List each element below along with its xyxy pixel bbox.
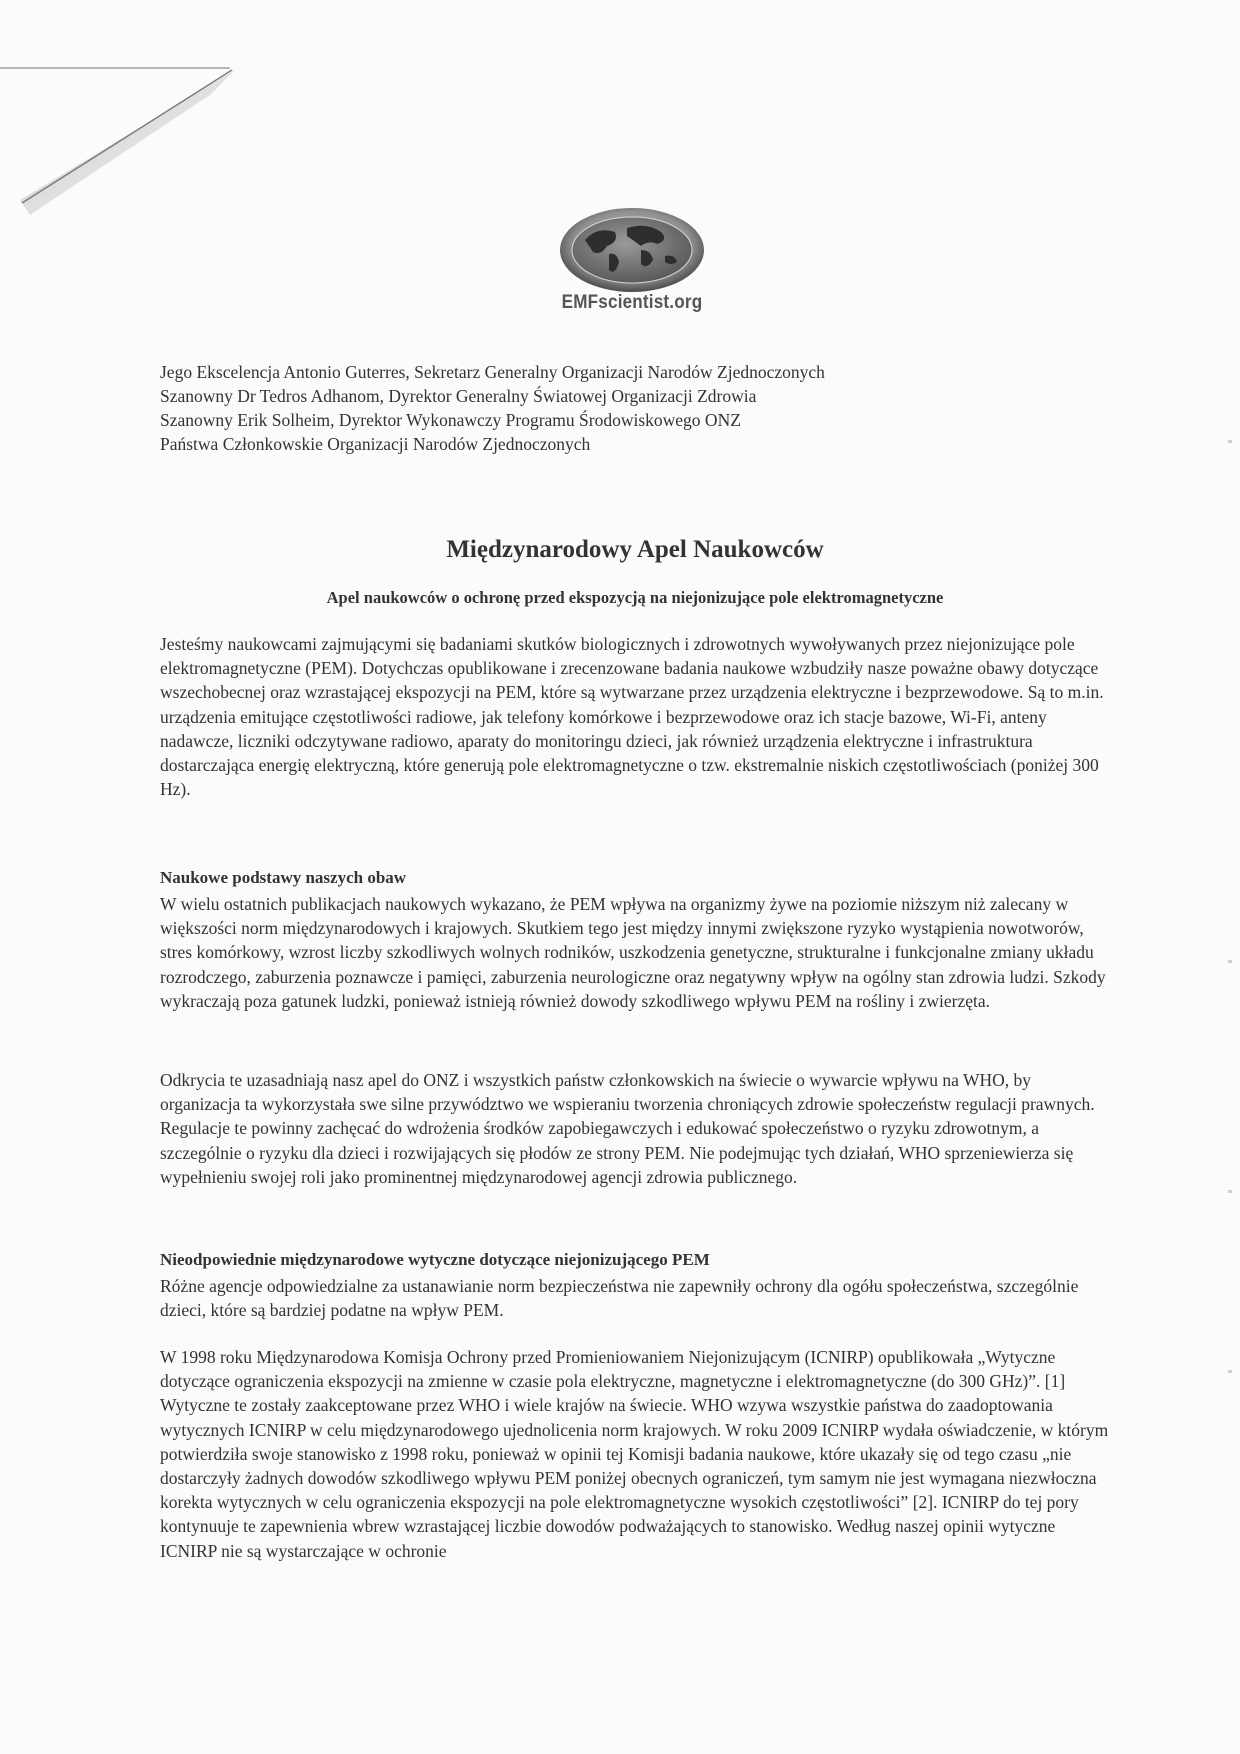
paragraph: W 1998 roku Międzynarodowa Komisja Ochrony przed Promieniowaniem Niejonizującym (ICNIRP) opublikowała „Wytyczne dotyczące ograniczenia ekspozycji na zmienne w czasie pola elektryczne, magnetyczne i elektromagnetyczne (do 300 GHz)”. [1] Wytyczne te zostały zaakceptowane przez WHO i wiele krajów na świecie. WHO wzywa wszystkie państwa do zaadoptowania wytycznych ICNIRP w celu międzynarodowego ujednolicenia norm krajowych. W roku 2009 ICNIRP wydała oświadczenie, w którym potwierdziła swoje stanowisko z 1998 roku, ponieważ w opinii tej Komisji badania naukowe, które ukazały się od tego czasu „nie dostarczyły żadnych dowodów szkodliwego wpływu PEM poniżej obecnych ograniczeń, tym samym nie jest wymagana niezwłoczna korekta wytycznych w celu ograniczenia ekspozycji na pole elektromagnetyczne wysokich częstotliwości” [2]. ICNIRP do tej pory kontynuuje te zapewnienia wbrew wzrastającej liczbie dowodów podważających to stanowisko. Według naszej opinii wytyczne ICNIRP nie są wystarczające w ochronie [160, 1347, 1109, 1561]
folded-corner-shadow [0, 0, 260, 230]
scan-mark [1228, 1190, 1232, 1193]
document-subtitle: Apel naukowców o ochronę przed ekspozycją na niejonizujące pole elektromagnetyczne [326, 588, 944, 607]
scan-mark [1228, 960, 1232, 963]
document-title: Międzynarodowy Apel Naukowców [446, 536, 824, 563]
recipient-line: Szanowny Erik Solheim, Dyrektor Wykonawczy Programu Środowiskowego ONZ [160, 410, 741, 430]
recipient-line: Jego Ekscelencja Antonio Guterres, Sekretarz Generalny Organizacji Narodów Zjednoczonych [160, 362, 825, 382]
globe-emblem-icon [557, 206, 707, 294]
recipient-line: Państwa Członkowskie Organizacji Narodów Zjednoczonych [160, 434, 591, 454]
paragraph: Różne agencje odpowiedzialne za ustanawianie norm bezpieczeństwa nie zapewniły ochrony dla ogółu społeczeństwa, szczególnie dzieci, które są bardziej podatne na wpływ PEM. [160, 1276, 1079, 1321]
paragraph: Odkrycia te uzasadniają nasz apel do ONZ i wszystkich państw członkowskich na świecie o wywarcie wpływu na WHO, by organizacja ta wykorzystała swe silne przywództwo we wspieraniu tworzenia chroniących zdrowie społeczeństw regulacji prawnych. Regulacje te powinny zachęcać do wdrożenia środków zapobiegawczych i edukować społeczeństwo o ryzyku zdrowotnym, a szczególnie o ryzyku dla dzieci i rozwijających się płodów ze strony PEM. Nie podejmując tych działań, WHO sprzeniewierza się wypełnieniu swojej roli jako prominentnej międzynarodowej agencji zdrowia publicznego. [160, 1070, 1095, 1187]
section-heading: Nieodpowiednie międzynarodowe wytyczne dotyczące niejonizującego PEM [160, 1250, 710, 1269]
letter-body [160, 360, 1110, 1561]
intro-paragraph: Jesteśmy naukowcami zajmującymi się badaniami skutków biologicznych i zdrowotnych wywoływanych przez niejonizujące pole elektromagnetyczne (PEM). Dotychczas opublikowane i zrecenzowane badania naukowe wzbudziły nasze poważne obawy dotyczące wszechobecnej oraz wzrastającej ekspozycji na PEM, które są wytwarzane przez urządzenia elektryczne i bezprzewodowe. Są to m.in. urządzenia emitujące częstotliwości radiowe, jak telefony komórkowe i bezprzewodowe oraz ich stacje bazowe, Wi-Fi, anteny nadawcze, liczniki odczytywane radiowo, aparaty do monitoringu dzieci, jak również urządzenia elektryczne i infrastruktura dostarczająca energię elektryczną, które generują pole elektromagnetyczne o tzw. ekstremalnie niskich częstotliwościach (poniżej 300 Hz). [160, 634, 1104, 800]
section-heading: Naukowe podstawy naszych obaw [160, 868, 407, 887]
emf-logo [552, 206, 712, 314]
scan-mark [1228, 440, 1232, 443]
recipient-line: Szanowny Dr Tedros Adhanom, Dyrektor Generalny Światowej Organizacji Zdrowia [160, 386, 757, 406]
recipients-block [160, 360, 1110, 456]
logo-text: EMFscientist.org [561, 292, 703, 313]
paragraph: W wielu ostatnich publikacjach naukowych wykazano, że PEM wpływa na organizmy żywe na poziomie niższym niż zalecany w większości norm międzynarodowych i krajowych. Skutkiem tego jest między innymi zwiększone ryzyko wystąpienia nowotworów, stres komórkowy, wzrost liczby szkodliwych wolnych rodników, uszkodzenia genetyczne, strukturalne i funkcjonalne zmiany układu rozrodczego, zaburzenia poznawcze i pamięci, zaburzenia neurologiczne oraz negatywny wpływ na ogólny stan zdrowia ludzi. Szkody wykraczają poza gatunek ludzki, ponieważ istnieją również dowody szkodliwego wpływu PEM na rośliny i zwierzęta. [160, 894, 1106, 1011]
scan-mark [1228, 1370, 1232, 1373]
